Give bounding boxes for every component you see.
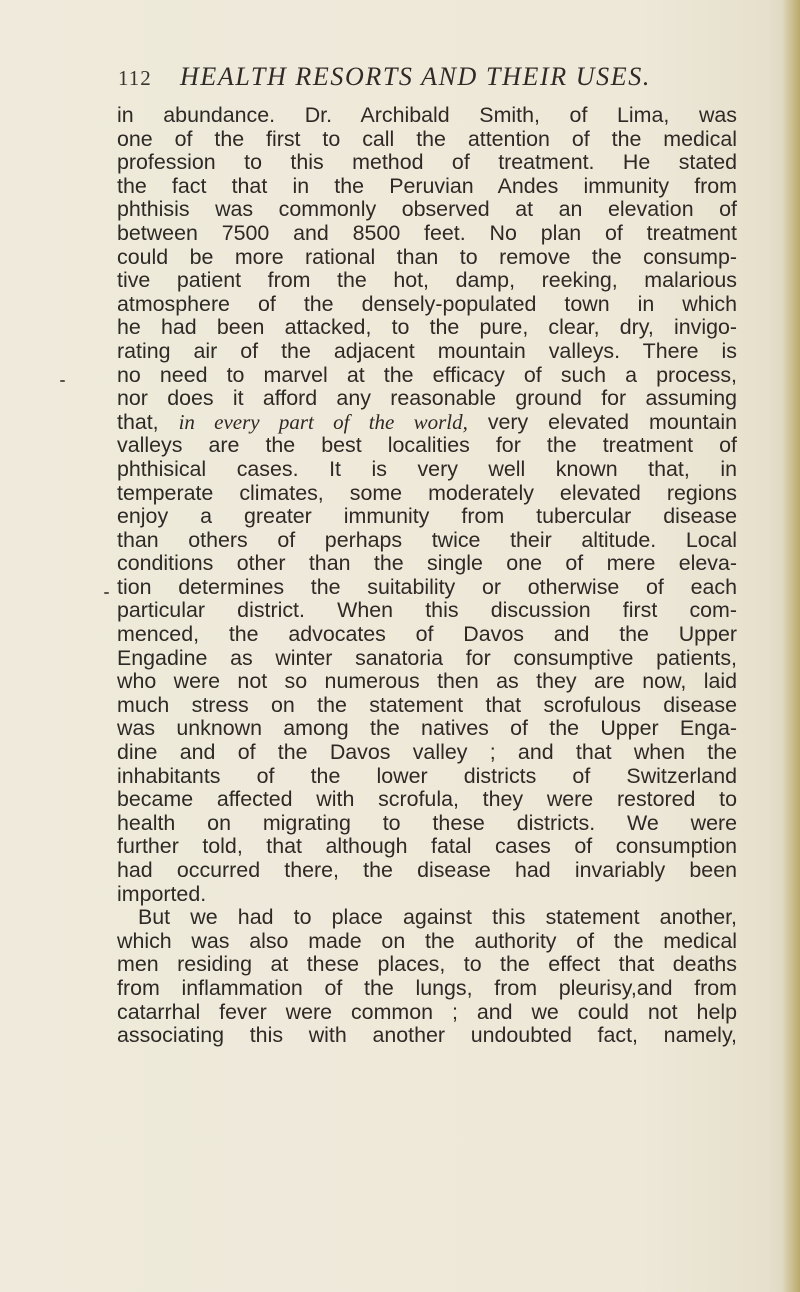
text-line: he had been attacked, to the pure, clear, dry, invigo-	[117, 315, 737, 340]
text-line: dine and of the Davos valley ; and that when the	[117, 740, 737, 765]
page-number: 112	[118, 66, 152, 90]
text-line: valleys are the best localities for the treatment of	[117, 433, 737, 458]
text-line: became affected with scrofula, they were restored to	[117, 787, 737, 812]
text-line: further told, that although fatal cases of consumption	[117, 834, 737, 859]
text-line: men residing at these places, to the effect that deaths	[117, 952, 737, 977]
text-line-with-italic	[117, 411, 737, 435]
text-line: who were not so numerous then as they are now, laid	[117, 669, 737, 694]
text-line: rating air of the adjacent mountain valleys. There is	[117, 338, 737, 363]
text-line: tive patient from the hot, damp, reeking, malarious	[117, 268, 737, 293]
text-line: inhabitants of the lower districts of Switzerland	[117, 763, 737, 788]
text-line: profession to this method of treatment. He stated	[117, 150, 737, 175]
body-text	[117, 104, 737, 1048]
text-line: between 7500 and 8500 feet. No plan of treatment	[117, 220, 737, 245]
text-line: much stress on the statement that scrofulous disease	[117, 692, 737, 717]
ink-mark	[104, 592, 109, 594]
text-line: was unknown among the natives of the Upper Enga-	[117, 716, 737, 741]
italic-phrase: in every part of the world,	[178, 409, 468, 434]
text-line: phthisis was commonly observed at an elevation of	[117, 197, 737, 222]
text-line: conditions other than the single one of mere eleva-	[117, 551, 737, 576]
text-line: in abundance. Dr. Archibald Smith, of Lima, was	[117, 103, 737, 127]
text-line: enjoy a greater immunity from tubercular disease	[117, 504, 737, 529]
text-line: associating this with another undoubted fact, namely,	[117, 1023, 737, 1048]
text-line: no need to marvel at the efficacy of such a process,	[117, 362, 737, 387]
text-line: imported.	[117, 881, 207, 906]
text-line: had occurred there, the disease had invariably been	[117, 858, 737, 882]
text-line: But we had to place against this statement another,	[138, 905, 737, 930]
text-line: phthisical cases. It is very well known that, in	[117, 456, 737, 481]
text-line: temperate climates, some moderately elevated regions	[117, 480, 737, 505]
text-line: health on migrating to these districts. We were	[117, 810, 737, 835]
text-line: menced, the advocates of Davos and the Upper	[117, 622, 737, 647]
text-segment: that,	[117, 409, 179, 434]
page-edge	[782, 0, 800, 1292]
text-line: which was also made on the authority of the medical	[117, 928, 737, 953]
text-line: one of the first to call the attention of the medical	[117, 126, 737, 151]
text-line: from inflammation of the lungs, from pleurisy,and from	[117, 975, 737, 1000]
text-segment: very elevated mountain	[467, 409, 737, 434]
text-line: particular district. When this discussion first com-	[117, 598, 737, 623]
page-header	[118, 62, 678, 102]
text-line: could be more rational than to remove the consump-	[117, 244, 737, 269]
text-line: than others of perhaps twice their altitude. Local	[117, 527, 737, 552]
text-line: the fact that in the Peruvian Andes immunity from	[117, 173, 737, 198]
text-line: atmosphere of the densely-populated town in which	[117, 291, 737, 316]
ink-mark	[60, 380, 65, 382]
running-title: HEALTH RESORTS AND THEIR USES.	[180, 62, 651, 91]
text-line: tion determines the suitability or otherwise of each	[117, 574, 737, 599]
text-line: nor does it afford any reasonable ground for assuming	[117, 386, 737, 411]
text-line: Engadine as winter sanatoria for consumptive patients,	[117, 645, 737, 670]
text-line: catarrhal fever were common ; and we could not help	[117, 999, 737, 1024]
